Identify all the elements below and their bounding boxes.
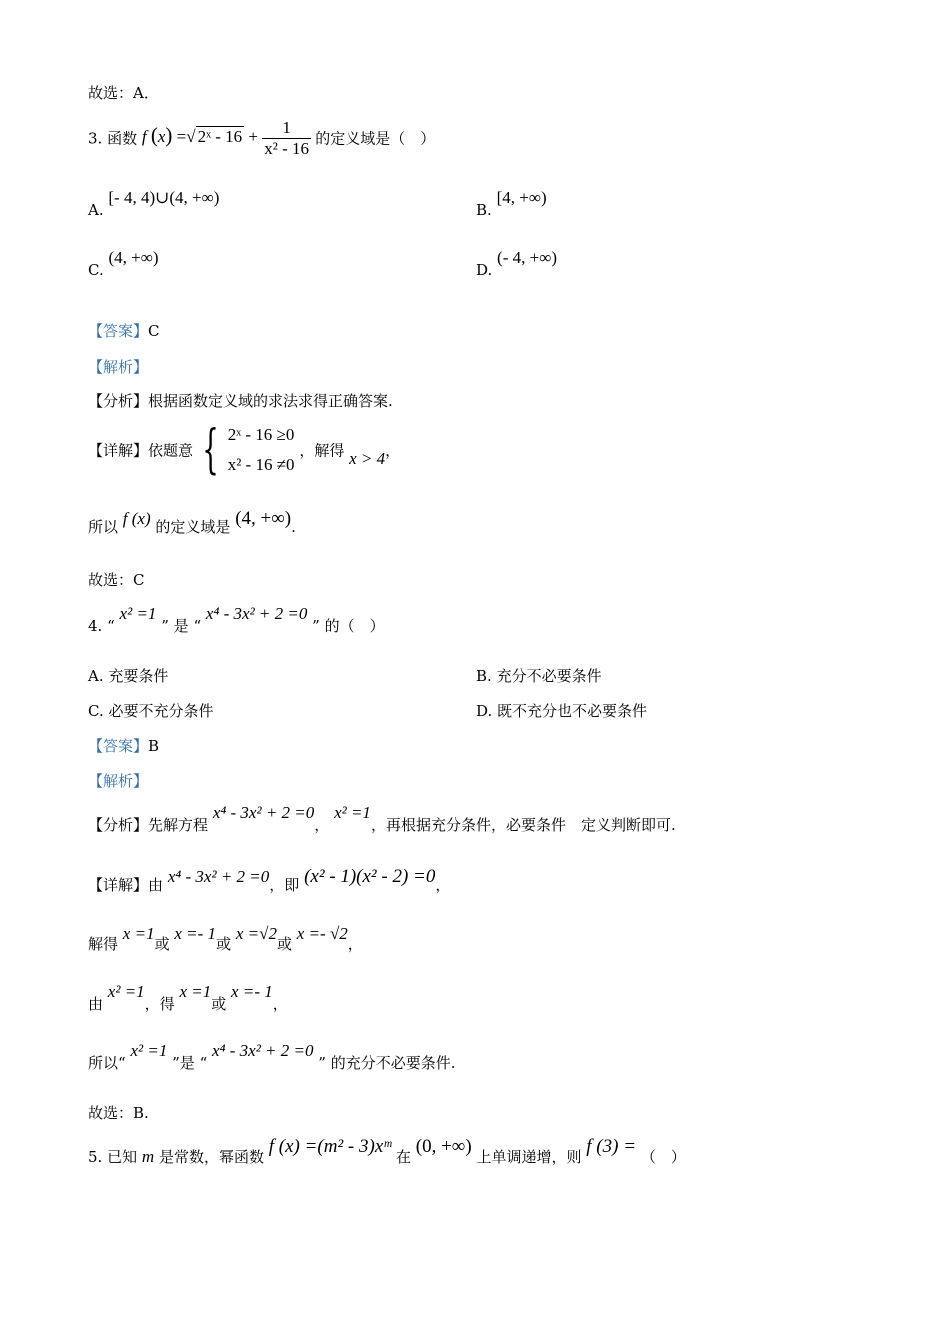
q4-open-quote-1: “: [107, 617, 115, 635]
q4-is-word: 是: [173, 617, 189, 635]
q4-open-quote-2: “: [193, 617, 202, 635]
q3-stem-suffix: 的定义域是（ ）: [315, 129, 436, 148]
q4-xj-ie: ，即: [269, 876, 300, 894]
q4-fenxi-eq-1: x⁴ - 3x² + 2 =0: [212, 803, 315, 822]
q3-xiangjie-result: x > 4: [349, 449, 386, 468]
q4-sol-2: x =- 1: [174, 924, 217, 943]
q4-sol-prefix: 解得: [88, 935, 119, 953]
q4-by2: [88, 982, 288, 1014]
q4-fenxi-tag: 【分析】: [88, 816, 149, 834]
q5-func: f (x) =(m² - 3)xᵐ: [268, 1136, 392, 1157]
q4-by2-eq: x² =1: [107, 982, 145, 1001]
q4-concl-is: 是: [179, 1054, 195, 1072]
q4-fenxi-suffix: ，再根据充分条件，必要条件 定义判断即可.: [370, 816, 676, 834]
q4-option-c-text: 必要不充分条件: [108, 702, 214, 720]
q4-final: 故选：B.: [88, 1104, 149, 1122]
q4-sol-3: x =√2: [235, 924, 277, 943]
q3-option-c-label: C.: [88, 261, 104, 279]
q4-answer: [88, 735, 159, 756]
q4-option-b-text: 充分不必要条件: [496, 667, 602, 685]
q4-sol-end: ，: [347, 935, 363, 953]
q3-conclusion-f: f (x): [122, 509, 151, 528]
q4-by2-sol-1: x =1: [179, 982, 212, 1001]
q3-frac-num: 1: [282, 118, 291, 137]
q5-stem-d: （ ）: [640, 1148, 686, 1166]
q3-fenxi-text: 根据函数定义域的求法求得正确答案.: [148, 392, 393, 410]
q4-by2-de: ，得: [144, 995, 175, 1013]
q4-close-quote-1: ”: [161, 617, 169, 635]
q4-solutions: [88, 924, 363, 954]
q5-stem-b: 在: [395, 1148, 411, 1166]
q4-concl-suffix: 的充分不必要条件.: [330, 1054, 456, 1072]
q4-xiangjie: [88, 866, 450, 895]
q4-concl-c2: x⁴ - 3x² + 2 =0: [212, 1041, 314, 1060]
q4-option-a-text: 充要条件: [108, 667, 169, 685]
q4-concl-open-quote-1: “: [118, 1054, 126, 1072]
q4-number: 4.: [88, 617, 103, 635]
q3-final: 故选：C: [88, 571, 145, 589]
q4-option-c: [88, 700, 214, 721]
q5-stem-a: 是常数，幂函数: [158, 1148, 264, 1166]
q4-by2-end: ，: [272, 995, 288, 1013]
q4-option-b: [476, 665, 602, 686]
q4-concl-close-quote-2: ”: [318, 1054, 326, 1072]
q3-xiangjie: [88, 420, 400, 480]
q3-conclusion-prefix: 所以: [88, 518, 119, 536]
q3-xiangjie-end: ，: [385, 441, 401, 460]
q3-analysis-tag: [88, 356, 148, 377]
q3-conclusion-domain: (4, +∞): [235, 508, 292, 529]
q3-formula: f (x) =√ 2ˣ - 16 + $\frac{1}{\text{x² - 16}}$: [141, 118, 310, 158]
q3-conclusion-mid: 的定义域是: [155, 518, 231, 536]
q4-fenxi-prefix: 先解方程: [148, 816, 209, 834]
q3-frac-den: x² - 16: [264, 138, 310, 158]
q3-option-b-math: [4, +∞): [496, 188, 547, 207]
q3-f: f: [141, 126, 147, 146]
q3-answer-tag: 【答案】: [88, 322, 149, 340]
q5-f3: f (3) =: [586, 1136, 637, 1157]
q4-by2-or: 或: [211, 995, 227, 1013]
q3-conclusion: [88, 508, 296, 537]
q4-option-a: [88, 665, 168, 686]
q4-cond-2: x⁴ - 3x² + 2 =0: [205, 604, 308, 623]
q3-option-b-label: B.: [476, 201, 492, 219]
q3-fenxi-tag: 【分析】: [88, 392, 149, 410]
q4-option-b-label: B.: [476, 667, 492, 685]
q4-fenxi-eq-2: x² =1: [334, 803, 371, 822]
q4-analysis-tag: [88, 770, 148, 791]
q4-cond-1: x² =1: [119, 604, 157, 623]
q4-option-c-label: C.: [88, 702, 104, 720]
q4-sol-4: x =- √2: [296, 924, 348, 943]
q3-option-b: [476, 188, 547, 220]
q4-sol-1: x =1: [122, 924, 155, 943]
q3-fraction: [262, 118, 311, 158]
q3-answer: [88, 320, 160, 341]
q4-option-d-label: D.: [476, 702, 493, 720]
q3-option-a: [88, 188, 220, 220]
q3-option-a-label: A.: [88, 201, 104, 219]
q4-answer-tag: 【答案】: [88, 737, 149, 755]
q3-fenxi: [88, 390, 393, 411]
q4-conclusion: [88, 1041, 456, 1073]
q5-stem: [88, 1136, 686, 1167]
q3-stem: [88, 118, 435, 158]
q4-analysis-label: 【解析】: [88, 772, 149, 790]
q3-option-d-label: D.: [476, 261, 493, 279]
q5-stem-prefix: 5. 已知: [88, 1148, 138, 1166]
q4-xj-eq-2: (x² - 1)(x² - 2) =0: [304, 866, 436, 887]
q4-fenxi: [88, 803, 676, 835]
q4-or-3: 或: [276, 935, 292, 953]
q4-by2-sol-2: x =- 1: [231, 982, 273, 1001]
q4-concl-prefix: 所以: [88, 1054, 119, 1072]
q3-xiangjie-prefix: 依题意: [148, 441, 194, 460]
q4-concl-c1: x² =1: [130, 1041, 168, 1060]
q4-option-d-text: 既不充分也不必要条件: [497, 702, 648, 720]
q4-xj-end: ，: [435, 876, 451, 894]
previous-answer: 故选：A．: [88, 84, 159, 102]
q4-option-d: [476, 700, 647, 721]
q4-concl-close-quote-1: ”: [172, 1054, 180, 1072]
q3-xiangjie-tag: 【详解】: [88, 441, 149, 460]
q5-interval: (0, +∞): [415, 1136, 472, 1157]
q3-case-2: x² - 16 ≠0: [227, 455, 295, 474]
q3-sqrt: 2ˣ - 16: [197, 126, 243, 146]
q4-or-1: 或: [154, 935, 170, 953]
q3-option-c-math: (4, +∞): [108, 248, 159, 267]
q3-answer-value: C: [148, 322, 160, 340]
q3-option-a-math: [- 4, 4)∪(4, +∞): [108, 188, 220, 207]
q3-stem-prefix: 3. 函数: [88, 129, 138, 148]
q3-xiangjie-mid: ，解得: [299, 441, 345, 460]
q5-m: m: [141, 1147, 155, 1166]
q3-cases-brace: {: [202, 420, 219, 480]
q4-stem: [88, 604, 385, 636]
q3-case-1: 2ˣ - 16 ≥0: [227, 425, 295, 444]
q4-option-a-label: A.: [88, 667, 104, 685]
q4-concl-open-quote-2: “: [199, 1054, 208, 1072]
q3-option-c: [88, 248, 159, 280]
q4-xj-eq-1: x⁴ - 3x² + 2 =0: [167, 867, 270, 886]
q4-fenxi-comma: ，: [314, 816, 330, 834]
q4-xiangjie-tag: 【详解】: [88, 876, 149, 894]
q3-option-d-math: (- 4, +∞): [497, 248, 557, 267]
q3-x: x: [157, 126, 166, 146]
q4-by2-prefix: 由: [88, 995, 104, 1013]
q4-or-2: 或: [216, 935, 232, 953]
q5-stem-c: 上单调递增，则: [476, 1148, 582, 1166]
q4-stem-suffix: 的（ ）: [324, 617, 385, 635]
q3-cases: [228, 420, 295, 480]
q3-analysis-label: 【解析】: [88, 358, 149, 376]
q4-answer-value: B: [148, 737, 160, 755]
q4-close-quote-2: ”: [312, 617, 320, 635]
q3-conclusion-end: .: [291, 518, 296, 536]
q4-xj-by: 由: [148, 876, 164, 894]
q3-option-d: [476, 248, 557, 280]
